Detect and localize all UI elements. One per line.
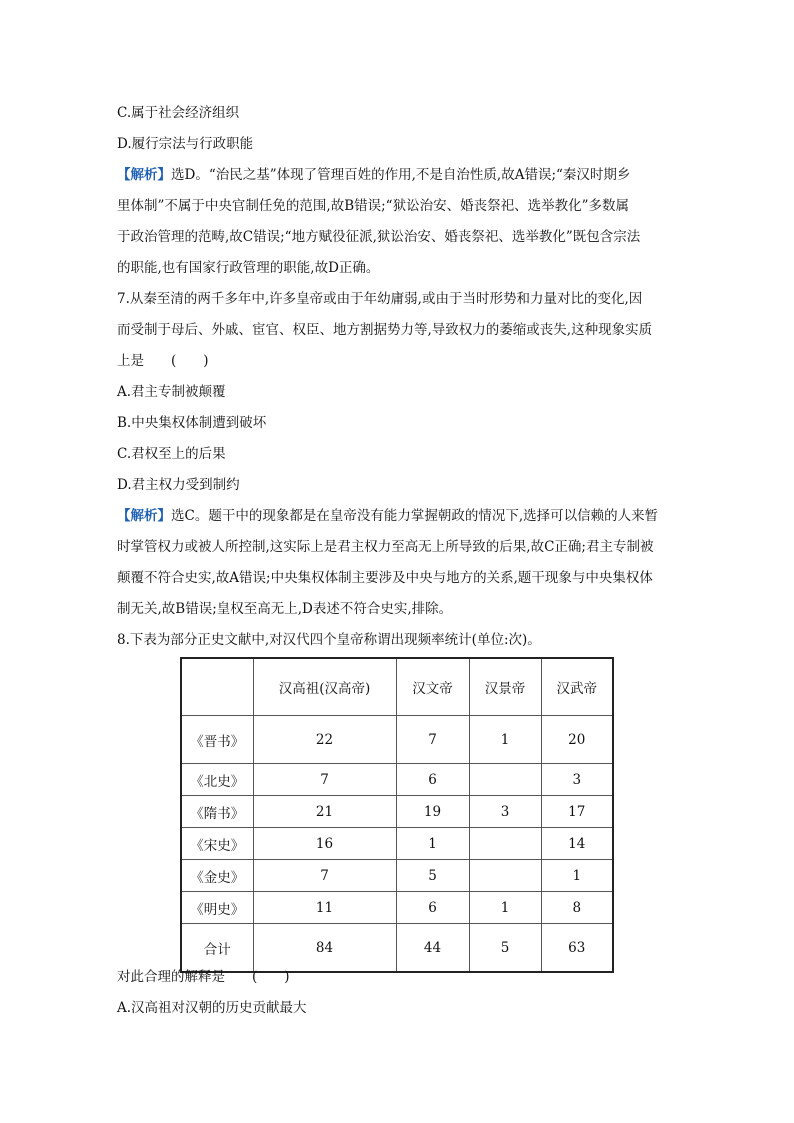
- table-cell: 21: [253, 796, 396, 828]
- q6-option-d: D.履行宗法与行政职能: [117, 136, 254, 152]
- table-cell: 17: [541, 796, 613, 828]
- q7-option-b: B.中央集权体制遭到破坏: [117, 415, 267, 431]
- table-header-cell: 汉武帝: [541, 658, 613, 716]
- table-cell: [469, 764, 541, 796]
- table-cell: 16: [253, 828, 396, 860]
- table-row: [181, 716, 613, 764]
- table-cell: 19: [396, 796, 469, 828]
- analysis-tag: 【解析】: [117, 508, 171, 524]
- q6-option-c: C.属于社会经济组织: [117, 105, 240, 121]
- q7-option-d: D.君主权力受到制约: [117, 477, 240, 493]
- table-cell: 8: [541, 892, 613, 924]
- table-cell: [469, 828, 541, 860]
- table-cell: 3: [541, 764, 613, 796]
- table-cell: 84: [253, 924, 396, 973]
- table-cell: 《隋书》: [181, 796, 253, 828]
- q7-stem-line-3: 上是 ( ): [117, 353, 209, 369]
- table-cell: 1: [396, 828, 469, 860]
- table-cell: 44: [396, 924, 469, 973]
- q7-option-a: A.君主专制被颠覆: [117, 384, 226, 400]
- q7-stem-line-1: 7.从秦至清的两千多年中,许多皇帝或由于年幼庸弱,或由于当时形势和力量对比的变化,因: [117, 291, 643, 307]
- q7-analysis-line-4: 制无关,故B错误;皇权至高无上,D表述不符合史实,排除。: [117, 601, 453, 617]
- table-cell: 14: [541, 828, 613, 860]
- table-cell: 《金史》: [181, 860, 253, 892]
- q6-analysis-line-2: 里体制”不属于中央官制任免的范围,故B错误;“狱讼治安、婚丧祭祀、选举教化”多数属: [117, 198, 629, 214]
- table-cell: 6: [396, 892, 469, 924]
- table-row: [181, 796, 613, 828]
- table-cell: 7: [253, 860, 396, 892]
- table-header-cell: 汉景帝: [469, 658, 541, 716]
- frequency-table: [180, 657, 614, 973]
- q8-option-a: A.汉高祖对汉朝的历史贡献最大: [117, 1000, 307, 1016]
- table-header-cell: 汉文帝: [396, 658, 469, 716]
- q6-analysis-line-1: [117, 165, 630, 185]
- table-cell: 7: [396, 716, 469, 764]
- q7-analysis-line-2: 时掌管权力或被人所控制,这实际上是君主权力至高无上所导致的后果,故C正确;君主专制被: [117, 539, 654, 555]
- table-cell: 22: [253, 716, 396, 764]
- table-cell: 《晋书》: [181, 716, 253, 764]
- table-cell: 5: [396, 860, 469, 892]
- table-cell: [469, 860, 541, 892]
- q6-analysis-text: 选D。“治民之基”体现了管理百姓的作用,不是自治性质,故A错误;“秦汉时期乡: [171, 167, 631, 183]
- table-cell: 《明史》: [181, 892, 253, 924]
- table-row: [181, 764, 613, 796]
- q8-stem: 8.下表为部分正史文献中,对汉代四个皇帝称谓出现频率统计(单位:次)。: [117, 632, 541, 648]
- q7-option-c: C.君权至上的后果: [117, 446, 226, 462]
- table-cell: 1: [469, 892, 541, 924]
- table-cell: 63: [541, 924, 613, 973]
- q8-prompt: 对此合理的解释是 ( ): [117, 969, 290, 985]
- q6-analysis-line-4: 的职能,也有国家行政管理的职能,故D正确。: [117, 260, 380, 276]
- analysis-tag: 【解析】: [117, 167, 171, 183]
- table-cell: 1: [469, 716, 541, 764]
- q7-analysis-line-3: 颠覆不符合史实,故A错误;中央集权体制主要涉及中央与地方的关系,题干现象与中央集权体: [117, 570, 653, 586]
- table-cell: 6: [396, 764, 469, 796]
- table-cell: 3: [469, 796, 541, 828]
- table-cell: 11: [253, 892, 396, 924]
- table-cell: 《宋史》: [181, 828, 253, 860]
- table-cell: 20: [541, 716, 613, 764]
- table-row: [181, 828, 613, 860]
- table-header-cell: [181, 658, 253, 716]
- q7-stem-line-2: 而受制于母后、外戚、宦官、权臣、地方割据势力等,导致权力的萎缩或丧失,这种现象实质: [117, 322, 653, 338]
- q6-analysis-line-3: 于政治管理的范畴,故C错误;“地方赋役征派,狱讼治安、婚丧祭祀、选举教化”既包含宗法: [117, 229, 641, 245]
- table-cell: 5: [469, 924, 541, 973]
- table-header-cell: 汉高祖(汉高帝): [253, 658, 396, 716]
- q7-analysis-text: 选C。题干中的现象都是在皇帝没有能力掌握朝政的情况下,选择可以信赖的人来暂: [171, 508, 659, 524]
- q7-analysis-line-1: [117, 506, 658, 526]
- table-row: [181, 892, 613, 924]
- table-cell: 《北史》: [181, 764, 253, 796]
- table-cell: 合计: [181, 924, 253, 973]
- table-cell: 1: [541, 860, 613, 892]
- table-total-row: [181, 924, 613, 973]
- table-cell: 7: [253, 764, 396, 796]
- table-row: [181, 860, 613, 892]
- table-header-row: [181, 658, 613, 716]
